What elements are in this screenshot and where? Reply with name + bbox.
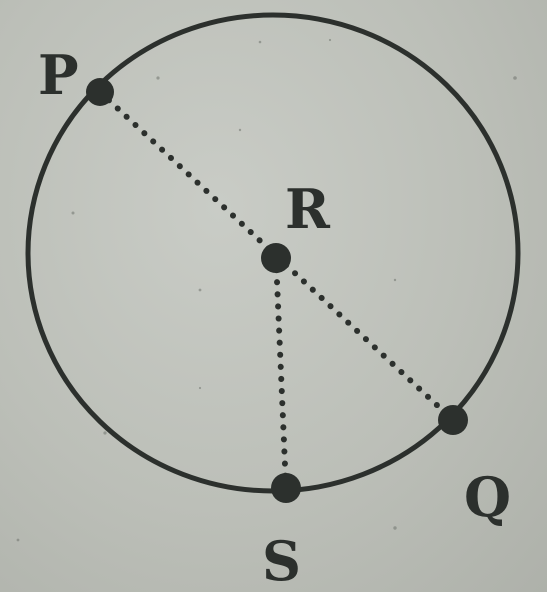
label-r: R	[285, 177, 330, 241]
radius-rs	[276, 258, 286, 488]
point-s	[271, 473, 301, 503]
point-p	[86, 78, 114, 106]
point-r	[261, 243, 291, 273]
label-s: S	[262, 529, 301, 592]
label-p: P	[38, 43, 79, 107]
point-q	[438, 405, 468, 435]
paper-specks	[17, 39, 517, 541]
label-q: Q	[464, 465, 512, 529]
